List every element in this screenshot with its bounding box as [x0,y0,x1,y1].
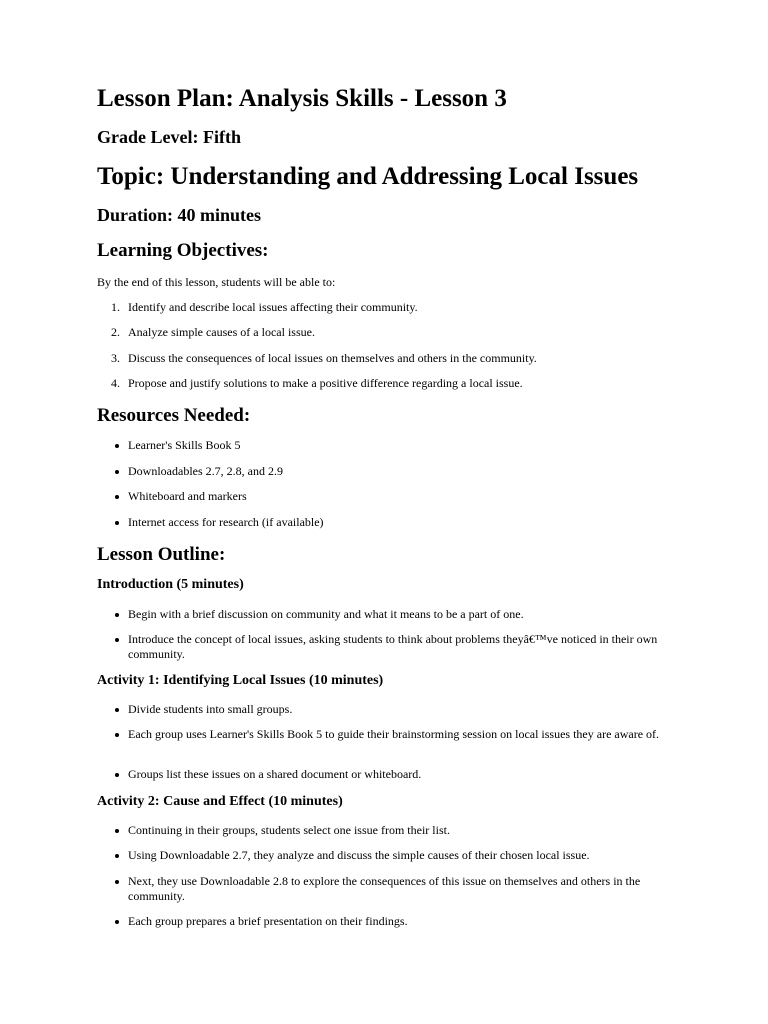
resource-item [128,489,668,504]
resource-item [128,515,668,530]
list-item-text: Using Downloadable 2.7, they analyze and discuss the simple causes of their chosen local issue. [128,848,590,862]
bullet-icon [115,829,119,833]
list-item-text: Continuing in their groups, students select one issue from their list. [128,823,450,837]
list-item [128,848,668,863]
objective-text: Identify and describe local issues affecting their community. [128,300,418,314]
objective-text: Analyze simple causes of a local issue. [128,325,315,339]
list-item [128,727,668,742]
objective-item [111,325,668,340]
bullet-icon [115,521,119,525]
list-item-text: Groups list these issues on a shared document or whiteboard. [128,767,422,781]
bullet-icon [115,444,119,448]
resource-text: Downloadables 2.7, 2.8, and 2.9 [128,464,283,478]
list-item [128,874,668,904]
bullet-icon [115,613,119,617]
list-number: 2. [111,325,120,339]
list-item-text: Next, they use Downloadable 2.8 to explore the consequences of this issue on themselves and others in the community. [128,874,641,903]
list-item [128,702,668,717]
list-item [128,914,668,929]
list-item-text: Introduce the concept of local issues, asking students to think about problems theyâ€™ve noticed in their own community. [128,632,658,661]
bullet-icon [115,880,119,884]
list-item-text: Each group prepares a brief presentation on their findings. [128,914,408,928]
resources-heading: Resources Needed: [97,405,251,426]
objectives-intro: By the end of this lesson, students will be able to: [97,275,336,289]
list-item [128,607,668,622]
bullet-icon [115,638,119,642]
bullet-icon [115,495,119,499]
objective-text: Discuss the consequences of local issues on themselves and others in the community. [128,351,537,365]
list-item [128,767,668,782]
resource-item [128,464,668,479]
activity1-heading: Activity 1: Identifying Local Issues (10 minutes) [97,673,384,688]
activity2-heading: Activity 2: Cause and Effect (10 minutes) [97,794,343,809]
learning-objectives-heading: Learning Objectives: [97,240,269,261]
resource-text: Learner's Skills Book 5 [128,438,241,452]
objective-text: Propose and justify solutions to make a positive difference regarding a local issue. [128,376,523,390]
bullet-icon [115,920,119,924]
resource-item [128,438,668,453]
grade-level: Grade Level: Fifth [97,127,241,147]
topic-heading: Topic: Understanding and Addressing Local Issues [97,163,639,190]
list-item [128,823,668,838]
list-item-text: Divide students into small groups. [128,702,293,716]
list-number: 1. [111,300,120,314]
bullet-icon [115,854,119,858]
page-title: Lesson Plan: Analysis Skills - Lesson 3 [97,85,507,112]
bullet-icon [115,773,119,777]
objective-item [111,351,668,366]
resource-text: Internet access for research (if available) [128,515,324,529]
resource-text: Whiteboard and markers [128,489,247,503]
bullet-icon [115,708,119,712]
bullet-icon [115,733,119,737]
duration: Duration: 40 minutes [97,205,262,225]
introduction-heading: Introduction (5 minutes) [97,577,244,592]
list-number: 4. [111,376,120,390]
objective-item [111,376,668,391]
lesson-outline-heading: Lesson Outline: [97,544,226,565]
list-item-text: Begin with a brief discussion on community and what it means to be a part of one. [128,607,524,621]
list-item-text: Each group uses Learner's Skills Book 5 to guide their brainstorming session on local issues they are aware of. [128,727,660,741]
bullet-icon [115,470,119,474]
objective-item [111,300,668,315]
list-item [128,632,668,662]
list-number: 3. [111,351,120,365]
